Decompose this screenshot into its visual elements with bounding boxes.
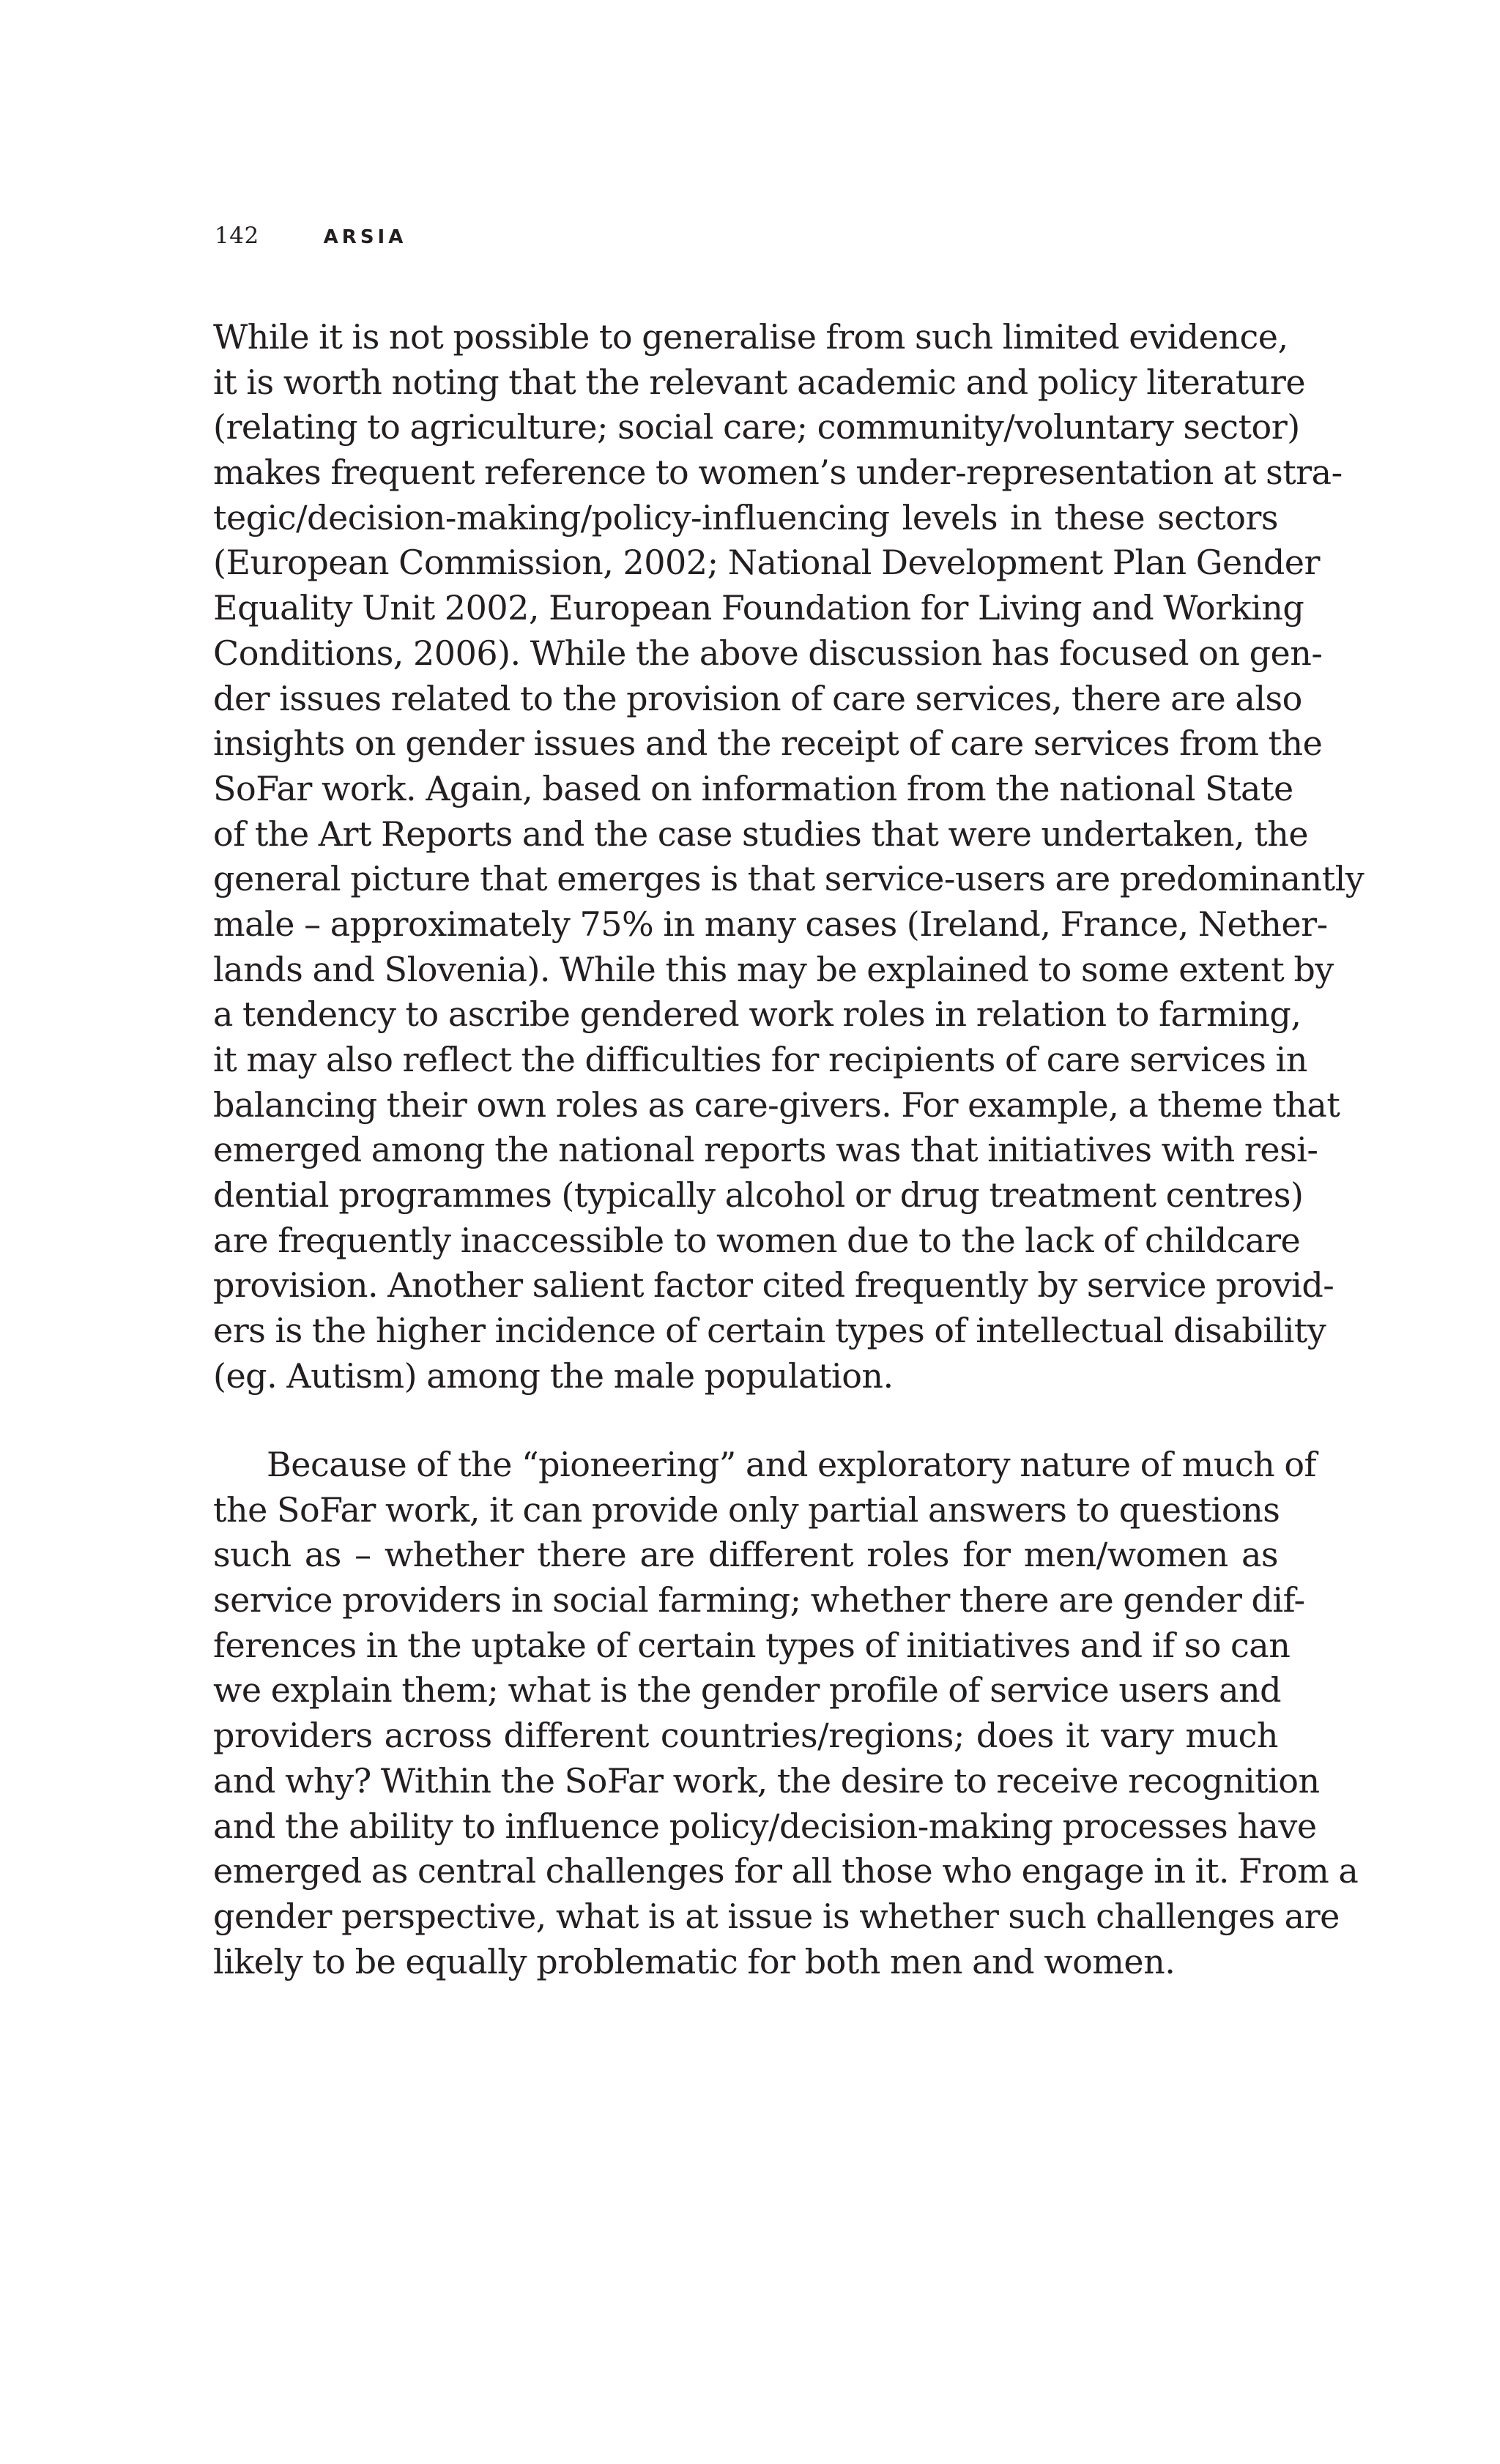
text-line: and the ability to influence policy/decision-making processes have (213, 1806, 1317, 1846)
text-line: tegic/decision-making/policy-influencing levels in these sectors (213, 497, 1278, 537)
text-line: are frequently inaccessible to women due to the lack of childcare (213, 1220, 1301, 1260)
text-line: likely to be equally problematic for both men and women. (213, 1941, 1176, 1981)
text-line: general picture that emerges is that service-users are predominantly (213, 859, 1365, 899)
text-line: a tendency to ascribe gendered work roles in relation to farming, (213, 994, 1302, 1035)
text-line: der issues related to the provision of care services, there are also (213, 678, 1302, 718)
text-line: Conditions, 2006). While the above discussion has focused on gen- (213, 633, 1323, 673)
text-line: service providers in social farming; whether there are gender dif- (213, 1580, 1305, 1620)
text-line: ers is the higher incidence of certain types of intellectual disability (213, 1311, 1326, 1351)
text-line: of the Art Reports and the case studies that were undertaken, the (213, 814, 1309, 854)
text-line: SoFar work. Again, based on information from the national State (213, 768, 1293, 808)
page-number: 142 (215, 223, 259, 249)
text-line: Equality Unit 2002, European Foundation for Living and Working (213, 588, 1304, 628)
text-line: (European Commission, 2002; National Development Plan Gender (213, 543, 1320, 583)
text-line: it may also reflect the difficulties for recipients of care services in (213, 1040, 1307, 1079)
text-line: balancing their own roles as care-givers. For example, a theme that (213, 1084, 1340, 1125)
text-line: providers across different countries/regions; does it vary much (213, 1716, 1278, 1756)
text-line: dential programmes (typically alcohol or drug treatment centres) (213, 1175, 1304, 1216)
text-line: and why? Within the SoFar work, the desire to receive recognition (213, 1760, 1320, 1801)
running-head (215, 223, 406, 255)
text-line: the SoFar work, it can provide only partial answers to questions (213, 1489, 1280, 1530)
text-line: ferences in the uptake of certain types of initiatives and if so can (213, 1625, 1291, 1665)
text-line: lands and Slovenia). While this may be explained to some extent by (213, 949, 1334, 989)
text-line: insights on gender issues and the receipt of care services from the (213, 723, 1323, 764)
text-line: it is worth noting that the relevant academic and policy literature (213, 362, 1306, 402)
paragraph-2 (213, 1443, 1359, 1984)
text-line: Because of the “pioneering” and exploratory nature of much of (267, 1445, 1317, 1484)
text-line: emerged as central challenges for all those who engage in it. From a (213, 1851, 1359, 1891)
text-line: emerged among the national reports was that initiatives with resi- (213, 1130, 1318, 1170)
text-line: gender perspective, what is at issue is whether such challenges are (213, 1896, 1340, 1936)
paragraph-1 (213, 315, 1365, 1399)
text-line: While it is not possible to generalise from such limited evidence, (213, 317, 1288, 357)
text-line: we explain them; what is the gender profile of service users and (213, 1670, 1282, 1711)
text-line: such as – whether there are different roles for men/women as (213, 1535, 1278, 1575)
journal-name: ARSIA (323, 226, 407, 248)
text-line: (eg. Autism) among the male population. (213, 1355, 894, 1396)
text-line: (relating to agriculture; social care; community/voluntary sector) (213, 407, 1300, 447)
text-line: makes frequent reference to women’s under-representation at stra- (213, 453, 1343, 493)
text-line: male – approximately 75% in many cases (Ireland, France, Nether- (213, 904, 1328, 944)
text-line: provision. Another salient factor cited frequently by service provid- (213, 1265, 1334, 1306)
